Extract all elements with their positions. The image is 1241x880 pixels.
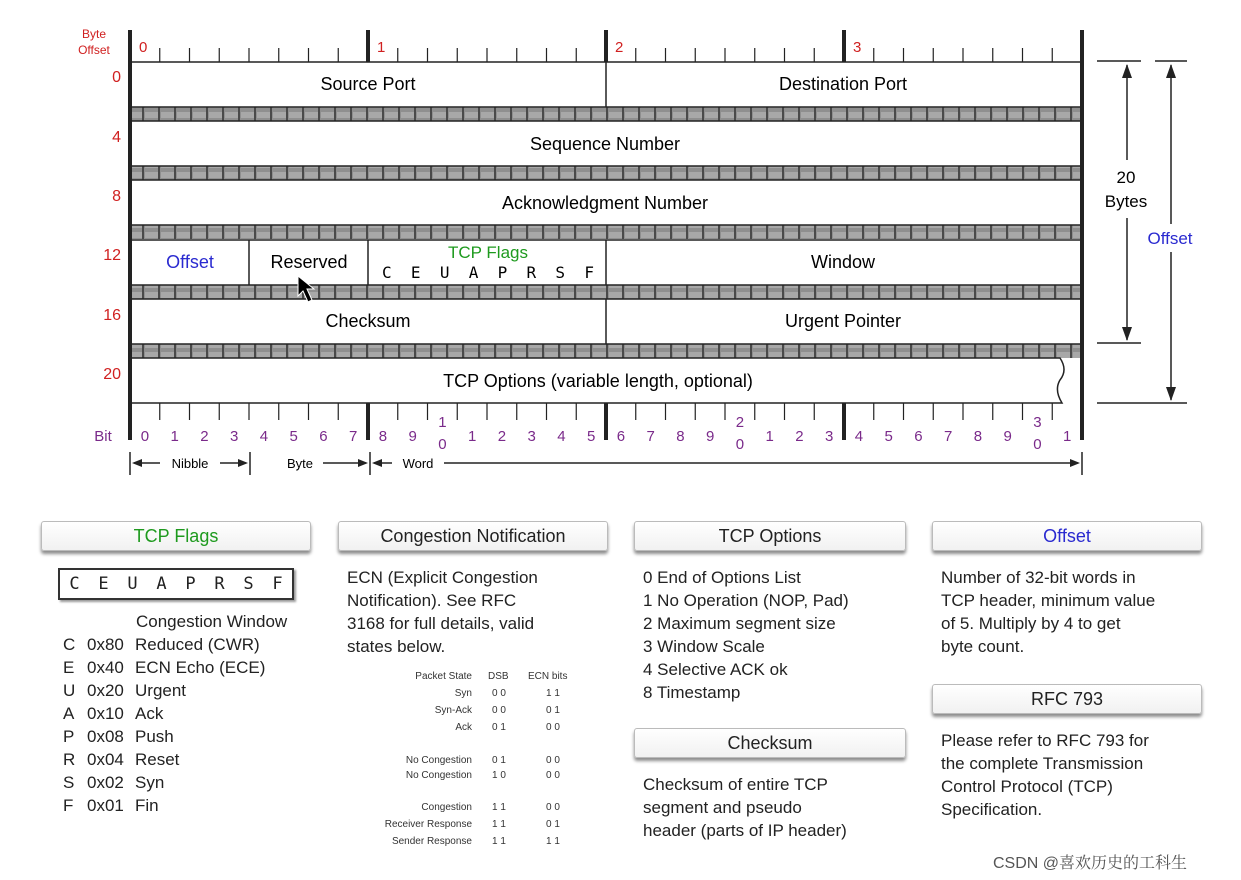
ecn-table-cell: 1 1	[492, 836, 506, 847]
text-line: 0 End of Options List	[643, 568, 801, 587]
bit-number: 4	[259, 428, 269, 445]
row-separator	[130, 166, 1082, 180]
bit-number: 3	[527, 428, 536, 445]
flag-row-letter: F	[63, 796, 74, 815]
text-line: byte count.	[941, 637, 1025, 656]
text-line: 8 Timestamp	[643, 683, 741, 702]
flag-letter: E	[98, 574, 109, 594]
bit-number: 1	[1062, 428, 1072, 445]
bit-number: 9	[1003, 428, 1012, 445]
checksum-panel-header: Checksum	[634, 728, 906, 758]
tcp-flags-letters-box	[58, 568, 294, 600]
bit-number: 7	[348, 428, 358, 445]
row-offset-labels	[103, 69, 121, 383]
flag-row	[63, 771, 164, 794]
offset-side-label: Offset	[1147, 229, 1193, 248]
text-line: ECN (Explicit Congestion	[347, 568, 538, 587]
bit-number: 2	[200, 428, 209, 445]
ecn-table-cell: 0 1	[492, 755, 506, 766]
ecn-table-cell: Syn	[454, 688, 472, 699]
acknowledgment-number-label: Acknowledgment Number	[501, 193, 709, 213]
ecn-table-cell: ECN bits	[528, 671, 568, 682]
flag-row-desc: Ack	[135, 704, 164, 723]
flag-row-hex: 0x02	[87, 773, 124, 792]
ecn-table-cell: 1 1	[492, 802, 506, 813]
bit-number: 9	[705, 428, 715, 445]
checksum-field-label: Checksum	[325, 311, 411, 331]
text-line: 3 Window Scale	[643, 637, 765, 656]
bit-number: 5	[289, 428, 298, 445]
ecn-table-cell: No Congestion	[405, 755, 472, 766]
byte-offset-label: Byte	[81, 27, 107, 41]
ecn-table-cell: Syn-Ack	[434, 705, 472, 716]
ecn-table-cell: 0 0	[546, 755, 560, 766]
text-line: Checksum of entire TCP	[643, 775, 828, 794]
ecn-table-cell: Sender Response	[391, 836, 472, 847]
text-line: states below.	[347, 637, 446, 656]
reserved-field-label: Reserved	[270, 252, 348, 272]
bit-number: 6	[616, 428, 626, 445]
row-offset: 20	[103, 366, 121, 383]
width-indicators	[130, 452, 1082, 475]
row-separator	[130, 107, 1082, 121]
ecn-table-cell: 0 0	[546, 802, 560, 813]
text-line: Control Protocol (TCP)	[941, 777, 1113, 796]
byte-number: 1	[377, 39, 386, 56]
bit-number: 5	[884, 428, 893, 445]
flag-letter: F	[272, 574, 283, 594]
flag-row	[63, 702, 163, 725]
flag-letter: U	[127, 574, 138, 594]
text-line: Number of 32-bit words in	[941, 568, 1136, 587]
tcp-flags-panel-header: TCP Flags	[41, 521, 311, 551]
offset-panel-header: Offset	[932, 521, 1202, 551]
bit-number: 2	[497, 428, 507, 445]
destination-port-label: Destination Port	[778, 74, 908, 94]
flag-row-hex: 0x40	[87, 658, 124, 677]
ecn-table-cell: 0 0	[492, 688, 506, 699]
ecn-table-cell: Ack	[455, 722, 472, 733]
flag-row-letter: C	[63, 635, 76, 654]
congestion-panel-header: Congestion Notification	[338, 521, 608, 551]
bytes-unit-label: Bytes	[1104, 192, 1148, 211]
bit-number: 4	[557, 428, 566, 445]
row-separator	[130, 344, 1082, 358]
ecn-table-cell: 0 1	[546, 705, 560, 716]
flag-row-letter: P	[63, 727, 75, 746]
flag-letter: R	[214, 574, 225, 594]
bit-label: Bit	[94, 428, 112, 445]
row-offset: 4	[112, 129, 121, 146]
bit-number: 6	[914, 428, 923, 445]
bit-number: 8	[676, 428, 685, 445]
byte-numbers	[139, 39, 861, 56]
row-offset: 16	[103, 307, 121, 324]
bit-number: 5	[586, 428, 596, 445]
word-label: Word	[402, 456, 434, 471]
flag-row	[63, 633, 260, 656]
flag-row-letter: U	[63, 681, 76, 700]
source-port-label: Source Port	[320, 74, 416, 94]
row-offset: 0	[112, 69, 121, 86]
bit-number-ones: 0	[735, 436, 745, 453]
flag-row	[63, 725, 174, 748]
row-separator	[130, 225, 1082, 239]
bit-number-ones: 0	[1033, 436, 1042, 453]
flag-row	[63, 656, 265, 679]
byte-offset-label-2: Offset	[78, 43, 110, 57]
text-line: 1 No Operation (NOP, Pad)	[643, 591, 849, 610]
flag-row-desc: Push	[135, 727, 174, 746]
row-offset: 12	[103, 247, 121, 264]
bit-number: 7	[646, 428, 655, 445]
window-field-label: Window	[810, 252, 876, 272]
byte-number: 3	[853, 39, 862, 56]
byte-width-label: Byte	[286, 456, 314, 471]
flag-row-letter: S	[63, 773, 75, 792]
text-line: of 5. Multiply by 4 to get	[941, 614, 1121, 633]
ecn-table-cell: 1 1	[492, 819, 506, 830]
ecn-table-cell: 1 0	[492, 770, 506, 781]
ecn-table-cell: 1 1	[546, 836, 560, 847]
text-line: Notification). See RFC	[347, 591, 517, 610]
bit-number: 8	[973, 428, 983, 445]
nibble-label: Nibble	[171, 456, 209, 471]
rfc-panel-header: RFC 793	[932, 684, 1202, 714]
text-line: header (parts of IP header)	[643, 821, 847, 840]
bit-number: 3	[229, 428, 239, 445]
bit-number-tens: 1	[438, 414, 447, 431]
flag-letter: S	[243, 574, 254, 594]
bit-number: 1	[467, 428, 477, 445]
bit-number: 3	[824, 428, 834, 445]
flag-row-hex: 0x01	[87, 796, 124, 815]
flag-row-hex: 0x80	[87, 635, 124, 654]
bit-number: 7	[943, 428, 953, 445]
bit-number: 8	[378, 428, 388, 445]
flag-row-desc: Syn	[135, 773, 165, 792]
tcp-flags-field-label: TCP Flags	[448, 243, 528, 262]
text-line: 3168 for full details, valid	[347, 614, 535, 633]
flag-row-desc: Urgent	[135, 681, 187, 700]
bit-number: 9	[408, 428, 417, 445]
ecn-table-cell: DSB	[488, 671, 509, 682]
bit-number: 0	[140, 428, 150, 445]
flag-row-desc: Reduced (CWR)	[135, 635, 260, 654]
flag-row-letter: E	[63, 658, 75, 677]
flag-row-desc: Reset	[135, 750, 180, 769]
flag-row	[63, 794, 159, 817]
ecn-table-cell: Packet State	[415, 671, 472, 682]
bit-number: 6	[319, 428, 328, 445]
flag-letter: A	[156, 574, 167, 594]
text-line: the complete Transmission	[941, 754, 1144, 773]
text-line: 4 Selective ACK ok	[643, 660, 788, 679]
ecn-table-cell: 0 0	[492, 705, 506, 716]
text-line: segment and pseudo	[643, 798, 802, 817]
text-line: 2 Maximum segment size	[643, 614, 836, 633]
text-line: Specification.	[941, 800, 1043, 819]
ecn-table-cell: 1 1	[546, 688, 560, 699]
byte-number: 2	[615, 39, 624, 56]
bit-number-ones: 0	[438, 436, 447, 453]
flag-row-letter: A	[63, 704, 75, 723]
ecn-table-cell: Receiver Response	[384, 819, 472, 830]
tcp-options-panel-header: TCP Options	[634, 521, 906, 551]
offset-field-label: Offset	[166, 252, 214, 272]
bit-number: 1	[170, 428, 179, 445]
tcp-options-field-label: TCP Options (variable length, optional)	[443, 371, 753, 391]
bit-number: 2	[795, 428, 804, 445]
flag-row	[63, 679, 186, 702]
bit-number-tens: 2	[735, 414, 745, 431]
text-line: Please refer to RFC 793 for	[941, 731, 1149, 750]
bit-number: 1	[765, 428, 774, 445]
flag-row-hex: 0x08	[87, 727, 124, 746]
watermark-text: CSDN @喜欢历史的工科生	[993, 855, 1188, 872]
flag-letter: C	[69, 574, 80, 594]
congestion-window-label: Congestion Window	[136, 612, 288, 631]
ecn-table-cell: 0 0	[546, 722, 560, 733]
ecn-table-cell: Congestion	[421, 802, 472, 813]
flag-letters-label: C E U A P R S F	[382, 263, 594, 282]
flag-row-hex: 0x10	[87, 704, 124, 723]
ecn-table-cell: No Congestion	[405, 770, 472, 781]
flag-row-desc: Fin	[135, 796, 159, 815]
ecn-table-cell: 0 1	[546, 819, 560, 830]
ecn-table-cell: 0 0	[546, 770, 560, 781]
ecn-table-cell: 0 1	[492, 722, 506, 733]
bit-number-tens: 3	[1033, 414, 1042, 431]
top-bit-ruler	[130, 30, 1082, 62]
text-line: TCP header, minimum value	[941, 591, 1156, 610]
row-separator	[130, 285, 1082, 299]
bit-number: 4	[854, 428, 864, 445]
flag-row	[63, 748, 179, 771]
byte-number: 0	[139, 39, 148, 56]
flag-row-letter: R	[63, 750, 76, 769]
urgent-pointer-field-label: Urgent Pointer	[784, 311, 902, 331]
sequence-number-label: Sequence Number	[529, 134, 681, 154]
flag-letter: P	[185, 574, 196, 594]
flag-row-hex: 0x04	[87, 750, 124, 769]
flag-row-desc: ECN Echo (ECE)	[135, 658, 266, 677]
bytes-count-label: 20	[1116, 168, 1136, 187]
flag-row-hex: 0x20	[87, 681, 124, 700]
row-offset: 8	[112, 188, 121, 205]
